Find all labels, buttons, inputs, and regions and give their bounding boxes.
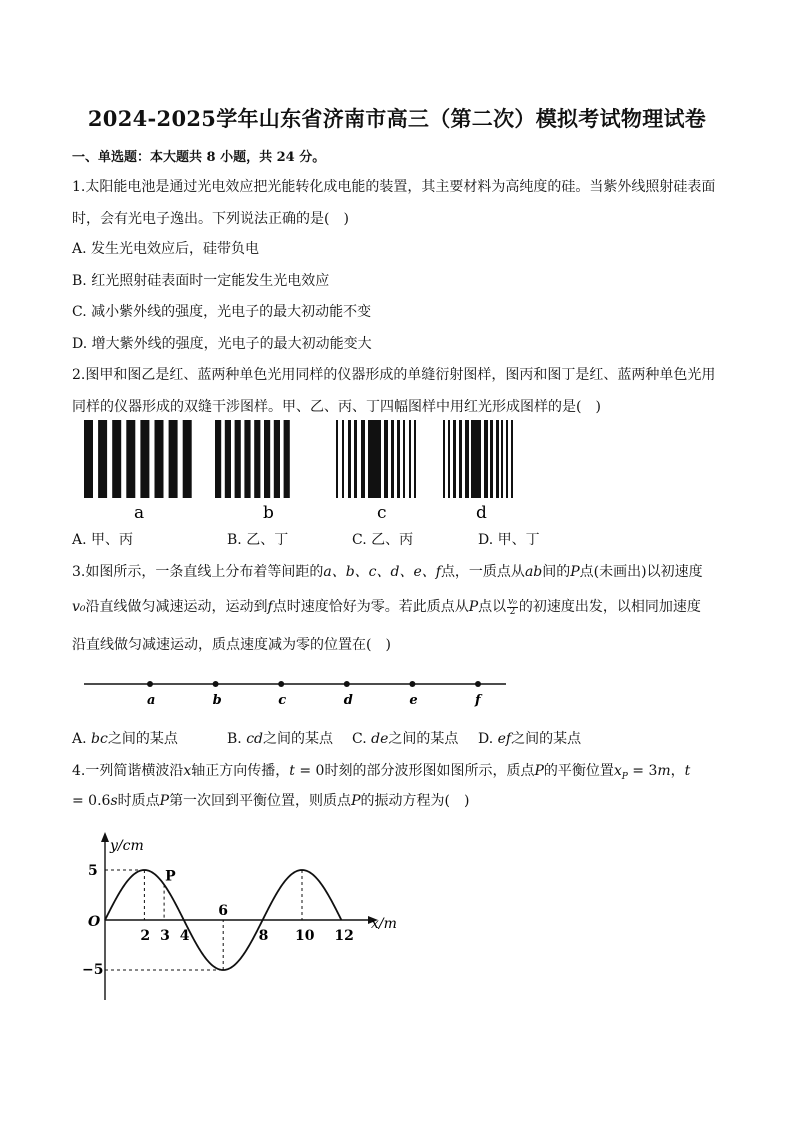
- fringe-bar-a: [140, 420, 149, 498]
- q3-stem-line2: v₀沿直线做匀减速运动，运动到f点时速度恰好为零。若此质点从P点以 $\frac{\text{v₀}}{2}$ 的初速度出发，以相同加速度: [72, 596, 701, 617]
- fringe-bar-b: [235, 420, 241, 498]
- fringe-pattern-b: [215, 420, 290, 498]
- q3-option-b: B. cd之间的某点: [227, 731, 334, 747]
- figure-label-d: d: [476, 503, 487, 523]
- y-axis-arrow: [101, 832, 109, 842]
- fringe-bar-d: [501, 420, 503, 498]
- line-point-c: [278, 681, 284, 687]
- fringe-bar-d: [506, 420, 508, 498]
- x-tick-10: 10: [295, 928, 315, 944]
- q1-option-b: B. 红光照射硅表面时一定能发生光电效应: [72, 273, 330, 289]
- fringe-bar-d: [459, 420, 462, 498]
- fringe-bar-a: [183, 420, 192, 498]
- x-tick-6: 6: [218, 903, 228, 919]
- q2-option-c: C. 乙、丙: [352, 532, 414, 548]
- fringe-bar-c: [414, 420, 416, 498]
- fringe-bar-b: [215, 420, 221, 498]
- fringe-bar-b: [244, 420, 250, 498]
- fringe-bar-b: [274, 420, 280, 498]
- point-label-f: f: [475, 693, 481, 708]
- q4-stem-line2: = 0.6s时质点P第一次回到平衡位置，则质点P的振动方程为( ): [72, 793, 470, 809]
- q2-stem-line2: 同样的仪器形成的双缝干涉图样。甲、乙、丙、丁四幅图样中用红光形成图样的是( ): [72, 399, 601, 415]
- q3-option-d: D. ef之间的某点: [478, 731, 582, 747]
- fringe-bar-d: [496, 420, 499, 498]
- fringe-bar-c: [348, 420, 351, 498]
- fringe-pattern-a: [84, 420, 192, 498]
- q1-stem-line1: 1.太阳能电池是通过光电效应把光能转化成电能的装置，其主要材料为高纯度的硅。当紫外线照射硅表面: [72, 179, 716, 195]
- q2-option-a: A. 甲、丙: [72, 532, 134, 548]
- fringe-bar-b: [254, 420, 260, 498]
- fringe-pattern-c: [336, 420, 416, 498]
- q1-option-d: D. 增大紫外线的强度，光电子的最大初动能变大: [72, 336, 372, 352]
- y-tick-minus5: −5: [82, 962, 104, 978]
- y-tick-5: 5: [88, 863, 98, 879]
- q3-line-figure: [80, 672, 510, 712]
- fringe-bar-b: [225, 420, 231, 498]
- fringe-bar-d: [471, 420, 481, 498]
- point-label-c: c: [278, 693, 287, 708]
- line-point-d: [344, 681, 350, 687]
- q4-stem-line1: 4.一列简谐横波沿x轴正方向传播，t = 0时刻的部分波形图如图所示，质点P的平衡位置$x_P = 3m$，t: [72, 763, 691, 782]
- fringe-bar-c: [397, 420, 400, 498]
- q2-fringe-figure: [80, 420, 540, 524]
- line-point-a: [147, 681, 153, 687]
- fringe-bar-d: [490, 420, 493, 498]
- fringe-bar-d: [443, 420, 445, 498]
- v0-over-2-fraction: $\frac{\text{v₀}}{2}$: [508, 596, 517, 617]
- fringe-bar-c: [391, 420, 394, 498]
- line-point-f: [475, 681, 481, 687]
- q1-option-a: A. 发生光电效应后，硅带负电: [72, 241, 260, 257]
- fringe-bar-c: [354, 420, 357, 498]
- point-p-label: P: [165, 868, 176, 885]
- fringe-bar-d: [465, 420, 469, 498]
- x-axis-label: x/m: [371, 916, 397, 932]
- fringe-bar-c: [409, 420, 411, 498]
- figure-label-b: b: [263, 503, 274, 523]
- point-label-b: b: [212, 693, 222, 708]
- x-tick-2: 2: [140, 928, 151, 944]
- x-tick-3: 3: [160, 928, 170, 944]
- fringe-bar-c: [342, 420, 344, 498]
- q1-option-c: C. 减小紫外线的强度，光电子的最大初动能不变: [72, 304, 372, 320]
- q3-option-a: A. bc之间的某点: [72, 731, 178, 747]
- fringe-bar-a: [126, 420, 135, 498]
- point-label-a: a: [147, 693, 156, 708]
- fringe-bar-c: [403, 420, 405, 498]
- origin-label: O: [88, 914, 101, 930]
- fringe-bar-c: [384, 420, 388, 498]
- section-heading: 一、单选题：本大题共 8 小题，共 24 分。: [72, 150, 326, 165]
- fringe-bar-c: [361, 420, 365, 498]
- q4-wave-graph: [80, 830, 410, 1010]
- fringe-bar-a: [155, 420, 164, 498]
- q2-stem-line1: 2.图甲和图乙是红、蓝两种单色光用同样的仪器形成的单缝衍射图样，图丙和图丁是红、蓝两种单色光用: [72, 367, 716, 383]
- fringe-bar-c: [336, 420, 338, 498]
- fringe-bar-c: [368, 420, 381, 498]
- q3-option-c: C. de之间的某点: [352, 731, 459, 747]
- q1-stem-line2: 时，会有光电子逸出。下列说法正确的是( ): [72, 211, 349, 227]
- line-point-e: [409, 681, 415, 687]
- fringe-bar-b: [264, 420, 270, 498]
- fringe-pattern-d: [443, 420, 513, 498]
- fringe-bar-a: [112, 420, 121, 498]
- line-point-b: [213, 681, 219, 687]
- q3-stem-line3: 沿直线做匀减速运动，质点速度减为零的位置在( ): [72, 637, 391, 653]
- fringe-bar-b: [284, 420, 290, 498]
- point-label-e: e: [409, 693, 418, 708]
- fringe-bar-a: [98, 420, 107, 498]
- fringe-bar-a: [84, 420, 93, 498]
- fringe-bar-a: [169, 420, 178, 498]
- q2-option-b: B. 乙、丁: [227, 532, 289, 548]
- figure-label-c: c: [377, 503, 387, 523]
- x-tick-8: 8: [258, 928, 269, 944]
- q2-option-d: D. 甲、丁: [478, 532, 540, 548]
- page-title: 2024-2025学年山东省济南市高三（第二次）模拟考试物理试卷: [87, 106, 707, 131]
- fringe-bar-d: [453, 420, 456, 498]
- point-label-d: d: [343, 693, 353, 708]
- fringe-bar-d: [484, 420, 488, 498]
- fringe-bar-d: [511, 420, 513, 498]
- figure-label-a: a: [134, 503, 145, 523]
- q3-stem-line1: 3.如图所示，一条直线上分布着等间距的a、b、c、d、e、f点，一质点从ab间的P点(未画出)以初速度: [72, 564, 703, 580]
- y-axis-label: y/cm: [110, 838, 144, 854]
- x-tick-4: 4: [179, 928, 190, 944]
- fringe-bar-d: [448, 420, 450, 498]
- x-tick-12: 12: [334, 928, 354, 944]
